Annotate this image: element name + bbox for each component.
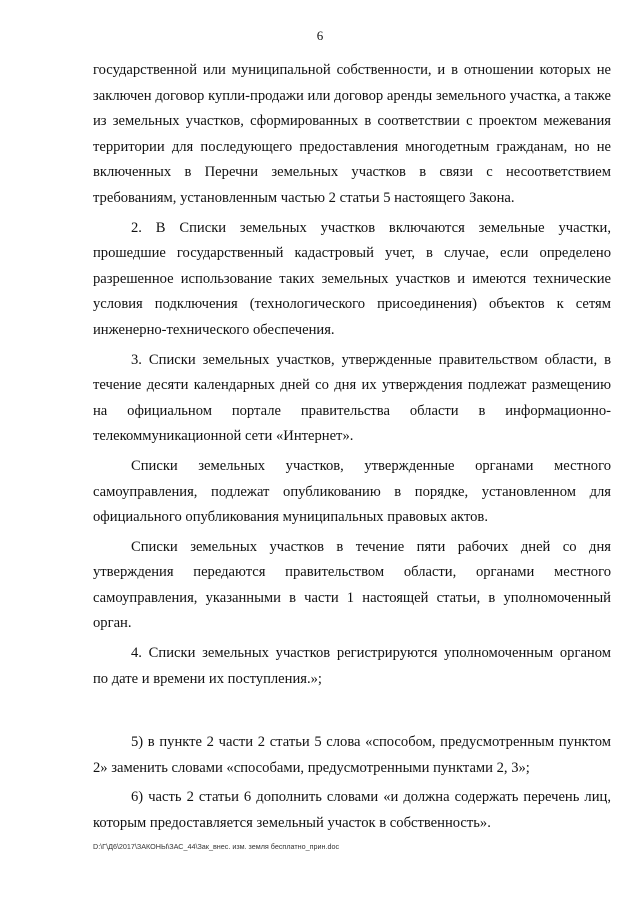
paragraph-amendment-5: 5) в пункте 2 части 2 статьи 5 слова «способом, предусмотренным пунктом 2» заменить словами «способами, предусмотренными пунктами 2, 3»; [93,734,611,776]
paragraph-continuation: государственной или муниципальной собственности, и в отношении которых не заключен договор купли-продажи или договор аренды земельного участка, а также из земельных участков, сформированных в соответствии с проектом межевания территории для последующего предоставления многодетным гражданам, но не включенных в Перечни земельных участков в связи с несоответствием требованиям, установленным частью 2 статьи 5 настоящего Закона. [93,62,611,206]
paragraph-item-2: 2. В Списки земельных участков включаются земельные участки, прошедшие государственный кадастровый учет, в случае, если определено разрешенное использование таких земельных участков и имеются технические условия подключения (технологического присоединения) объектов к сетям инженерно-технического обеспечения. [93,219,611,338]
document-body [93,58,611,837]
paragraph-lists-municipal: Списки земельных участков, утвержденные органами местного самоуправления, подлежат опубликованию в порядке, установленном для официального опубликования муниципальных правовых актов. [93,457,611,526]
paragraph-item-3: 3. Списки земельных участков, утвержденные правительством области, в течение десяти календарных дней со дня их утверждения подлежат размещению на официальном портале правительства области в информационно-телекоммуникационной сети «Интернет». [93,351,611,445]
paragraph-amendment-6: 6) часть 2 статьи 6 дополнить словами «и должна содержать перечень лиц, которым предоставляется земельный участок в собственность». [93,789,611,832]
page-number: 6 [316,28,324,43]
paragraph-lists-transfer: Списки земельных участков в течение пяти рабочих дней со дня утверждения передаются правительством области, органами местного самоуправления, указанными в части 1 настоящей статьи, в уполномоченный орган. [93,538,611,632]
paragraph-item-4: 4. Списки земельных участков регистрируются уполномоченным органом по дате и времени их поступления.»; [93,645,611,687]
footer-file-path: D:\Г\Д6\2017\ЗАКОНЫ\ЗАС_44\Зак_внес. изм. земля бесплатно_прин.doc [93,842,340,851]
